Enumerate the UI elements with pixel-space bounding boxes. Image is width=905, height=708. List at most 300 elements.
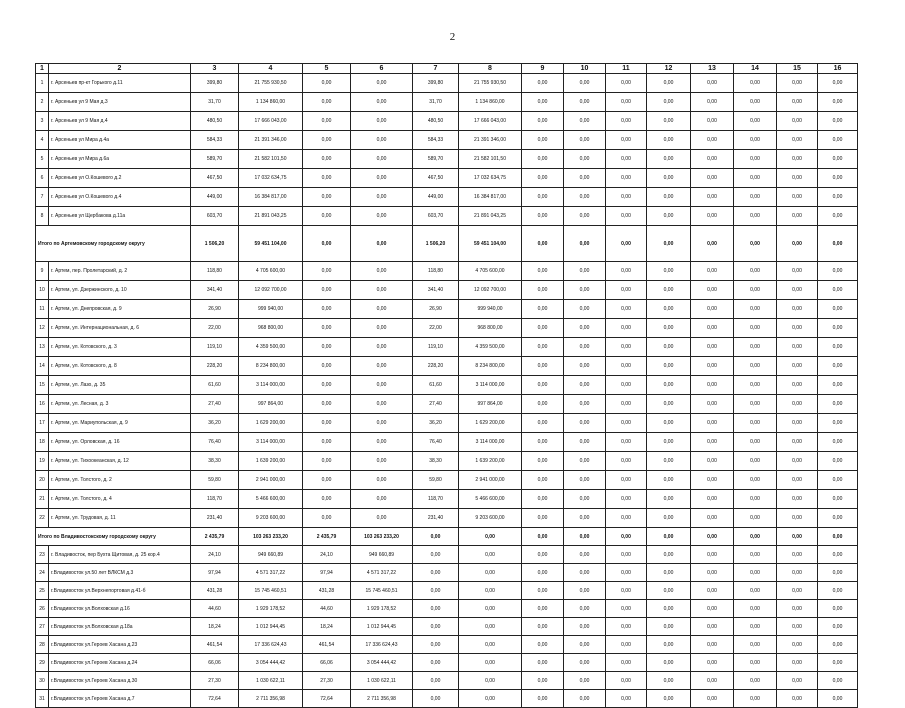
address-cell: г. Артем, ул. Котовского, д. 8 (49, 357, 191, 376)
table-row (36, 281, 858, 300)
value-cell: 0,00 (777, 618, 818, 636)
value-cell: 0,00 (303, 281, 351, 300)
table-row (36, 169, 858, 188)
value-cell: 0,00 (564, 414, 606, 433)
value-cell: 0,00 (459, 690, 522, 708)
value-cell: 0,00 (691, 582, 734, 600)
value-cell: 0,00 (351, 93, 413, 112)
value-cell: 9 203 600,00 (459, 509, 522, 528)
value-cell: 0,00 (606, 564, 647, 582)
row-number-cell: 18 (36, 433, 49, 452)
table-row (36, 490, 858, 509)
value-cell: 0,00 (351, 150, 413, 169)
value-cell: 0,00 (459, 582, 522, 600)
value-cell: 0,00 (564, 262, 606, 281)
subtotal-label: Итого по Артемовскому городскому округу (36, 226, 191, 262)
address-cell: г. Артем, ул. Лазо, д. 35 (49, 376, 191, 395)
value-cell: 0,00 (734, 564, 777, 582)
address-cell: г. Арсеньев ул О.Кошевого д.4 (49, 188, 191, 207)
value-cell: 968 800,00 (239, 319, 303, 338)
value-cell: 26,90 (191, 300, 239, 319)
value-cell: 5 466 600,00 (239, 490, 303, 509)
table-row (36, 74, 858, 93)
value-cell: 0,00 (777, 690, 818, 708)
value-cell: 0,00 (647, 690, 691, 708)
row-number-cell: 23 (36, 546, 49, 564)
value-cell: 0,00 (734, 690, 777, 708)
value-cell: 26,90 (413, 300, 459, 319)
value-cell: 0,00 (564, 74, 606, 93)
value-cell: 59,80 (413, 471, 459, 490)
value-cell: 0,00 (647, 471, 691, 490)
value-cell: 0,00 (777, 636, 818, 654)
address-cell: г. Артем, ул. Толстого, д. 2 (49, 471, 191, 490)
value-cell: 0,00 (459, 636, 522, 654)
value-cell: 0,00 (734, 471, 777, 490)
value-cell: 16 384 817,00 (459, 188, 522, 207)
column-header: 6 (351, 64, 413, 74)
value-cell: 0,00 (351, 188, 413, 207)
value-cell: 480,50 (413, 112, 459, 131)
value-cell: 0,00 (413, 654, 459, 672)
value-cell: 31,70 (413, 93, 459, 112)
value-cell: 0,00 (734, 150, 777, 169)
table-row (36, 262, 858, 281)
subtotal-value: 0,00 (647, 226, 691, 262)
value-cell: 0,00 (734, 546, 777, 564)
table-row (36, 509, 858, 528)
value-cell: 0,00 (351, 169, 413, 188)
table-row (36, 452, 858, 471)
address-cell: г. Артем, ул. Тихоокеанская, д. 12 (49, 452, 191, 471)
value-cell: 0,00 (606, 546, 647, 564)
table-row (36, 188, 858, 207)
value-cell: 603,70 (413, 207, 459, 226)
value-cell: 9 203 600,00 (239, 509, 303, 528)
value-cell: 12 092 700,00 (239, 281, 303, 300)
value-cell: 0,00 (777, 131, 818, 150)
value-cell: 0,00 (647, 582, 691, 600)
value-cell: 589,70 (191, 150, 239, 169)
address-cell: г. Артем, ул. Днепровская, д. 9 (49, 300, 191, 319)
value-cell: 0,00 (522, 452, 564, 471)
value-cell: 0,00 (691, 262, 734, 281)
value-cell: 0,00 (351, 131, 413, 150)
value-cell: 589,70 (413, 150, 459, 169)
address-cell: г.Владивосток ул.50 лет ВЛКСМ д.3 (49, 564, 191, 582)
value-cell: 0,00 (691, 319, 734, 338)
value-cell: 0,00 (351, 281, 413, 300)
value-cell: 0,00 (818, 207, 858, 226)
subtotal-value: 0,00 (691, 528, 734, 546)
column-header: 11 (606, 64, 647, 74)
value-cell: 0,00 (647, 338, 691, 357)
value-cell: 0,00 (459, 564, 522, 582)
value-cell: 0,00 (818, 169, 858, 188)
value-cell: 61,60 (413, 376, 459, 395)
column-header: 1 (36, 64, 49, 74)
value-cell: 0,00 (522, 262, 564, 281)
column-header: 15 (777, 64, 818, 74)
table-row (36, 618, 858, 636)
value-cell: 1 030 622,11 (239, 672, 303, 690)
value-cell: 0,00 (647, 672, 691, 690)
table-row (36, 636, 858, 654)
value-cell: 0,00 (647, 618, 691, 636)
value-cell: 0,00 (818, 490, 858, 509)
table-row (36, 654, 858, 672)
subtotal-value: 0,00 (818, 528, 858, 546)
value-cell: 0,00 (564, 672, 606, 690)
value-cell: 0,00 (522, 281, 564, 300)
value-cell: 0,00 (459, 618, 522, 636)
value-cell: 0,00 (564, 357, 606, 376)
value-cell: 17 336 624,43 (351, 636, 413, 654)
table-row (36, 93, 858, 112)
value-cell: 4 359 500,00 (239, 338, 303, 357)
value-cell: 0,00 (647, 376, 691, 395)
value-cell: 0,00 (351, 433, 413, 452)
value-cell: 399,80 (191, 74, 239, 93)
value-cell: 0,00 (303, 93, 351, 112)
value-cell: 0,00 (606, 169, 647, 188)
value-cell: 0,00 (522, 188, 564, 207)
row-number-cell: 24 (36, 564, 49, 582)
address-cell: г. Артем, ул. Интернациональная, д. 6 (49, 319, 191, 338)
value-cell: 0,00 (351, 376, 413, 395)
value-cell: 0,00 (777, 74, 818, 93)
value-cell: 0,00 (691, 131, 734, 150)
value-cell: 0,00 (522, 509, 564, 528)
table-row (36, 300, 858, 319)
value-cell: 0,00 (522, 690, 564, 708)
row-number-cell: 19 (36, 452, 49, 471)
value-cell: 0,00 (303, 262, 351, 281)
value-cell: 0,00 (413, 618, 459, 636)
value-cell: 8 234 800,00 (239, 357, 303, 376)
column-header: 2 (49, 64, 191, 74)
value-cell: 0,00 (522, 636, 564, 654)
value-cell: 0,00 (691, 300, 734, 319)
value-cell: 0,00 (522, 357, 564, 376)
subtotal-value: 59 451 104,00 (459, 226, 522, 262)
value-cell: 0,00 (606, 112, 647, 131)
value-cell: 0,00 (606, 376, 647, 395)
address-cell: г. Артем, ул. Толстого, д. 4 (49, 490, 191, 509)
value-cell: 0,00 (818, 672, 858, 690)
subtotal-row (36, 226, 858, 262)
value-cell: 0,00 (691, 112, 734, 131)
value-cell: 0,00 (734, 636, 777, 654)
value-cell: 0,00 (777, 672, 818, 690)
value-cell: 21 582 101,50 (459, 150, 522, 169)
table-row (36, 376, 858, 395)
value-cell: 0,00 (734, 600, 777, 618)
value-cell: 76,40 (413, 433, 459, 452)
value-cell: 1 134 860,00 (459, 93, 522, 112)
value-cell: 0,00 (777, 471, 818, 490)
table-body (36, 64, 858, 708)
value-cell: 0,00 (351, 452, 413, 471)
value-cell: 2 711 356,98 (239, 690, 303, 708)
value-cell: 0,00 (691, 414, 734, 433)
value-cell: 21 891 043,25 (459, 207, 522, 226)
value-cell: 0,00 (606, 395, 647, 414)
value-cell: 0,00 (522, 395, 564, 414)
value-cell: 3 114 000,00 (459, 433, 522, 452)
value-cell: 0,00 (647, 654, 691, 672)
value-cell: 21 755 930,50 (239, 74, 303, 93)
value-cell: 0,00 (777, 490, 818, 509)
value-cell: 12 092 700,00 (459, 281, 522, 300)
row-number-cell: 5 (36, 150, 49, 169)
value-cell: 0,00 (647, 262, 691, 281)
value-cell: 0,00 (777, 357, 818, 376)
value-cell: 0,00 (691, 357, 734, 376)
value-cell: 0,00 (351, 207, 413, 226)
value-cell: 0,00 (647, 150, 691, 169)
value-cell: 0,00 (303, 74, 351, 93)
value-cell: 0,00 (303, 188, 351, 207)
value-cell: 0,00 (413, 690, 459, 708)
value-cell: 231,40 (413, 509, 459, 528)
value-cell: 0,00 (564, 452, 606, 471)
value-cell: 0,00 (734, 672, 777, 690)
value-cell: 449,00 (413, 188, 459, 207)
subtotal-value: 0,00 (818, 226, 858, 262)
value-cell: 38,30 (191, 452, 239, 471)
value-cell: 0,00 (606, 452, 647, 471)
value-cell: 0,00 (564, 600, 606, 618)
value-cell: 0,00 (606, 300, 647, 319)
value-cell: 2 941 000,00 (239, 471, 303, 490)
table-row (36, 600, 858, 618)
value-cell: 0,00 (647, 600, 691, 618)
value-cell: 0,00 (777, 654, 818, 672)
value-cell: 5 466 600,00 (459, 490, 522, 509)
value-cell: 0,00 (351, 490, 413, 509)
value-cell: 0,00 (606, 93, 647, 112)
value-cell: 0,00 (522, 150, 564, 169)
value-cell: 0,00 (647, 564, 691, 582)
value-cell: 0,00 (351, 74, 413, 93)
value-cell: 0,00 (777, 150, 818, 169)
value-cell: 0,00 (734, 509, 777, 528)
value-cell: 949 660,89 (239, 546, 303, 564)
value-cell: 0,00 (777, 600, 818, 618)
value-cell: 0,00 (777, 395, 818, 414)
value-cell: 0,00 (777, 509, 818, 528)
value-cell: 0,00 (818, 452, 858, 471)
row-number-cell: 10 (36, 281, 49, 300)
value-cell: 0,00 (734, 414, 777, 433)
row-number-cell: 8 (36, 207, 49, 226)
value-cell: 0,00 (351, 509, 413, 528)
value-cell: 1 929 178,52 (239, 600, 303, 618)
value-cell: 0,00 (522, 376, 564, 395)
row-number-cell: 25 (36, 582, 49, 600)
value-cell: 0,00 (777, 207, 818, 226)
value-cell: 0,00 (647, 93, 691, 112)
table-row (36, 207, 858, 226)
value-cell: 0,00 (818, 74, 858, 93)
value-cell: 0,00 (647, 546, 691, 564)
subtotal-value: 0,00 (564, 528, 606, 546)
value-cell: 21 755 930,50 (459, 74, 522, 93)
value-cell: 0,00 (777, 546, 818, 564)
value-cell: 0,00 (606, 357, 647, 376)
value-cell: 0,00 (818, 654, 858, 672)
address-cell: г.Владивосток ул.Героев Хасана д.24 (49, 654, 191, 672)
address-cell: г.Владивосток ул.Волховская д.18а (49, 618, 191, 636)
value-cell: 999 940,00 (459, 300, 522, 319)
value-cell: 118,70 (191, 490, 239, 509)
value-cell: 461,54 (303, 636, 351, 654)
row-number-cell: 11 (36, 300, 49, 319)
value-cell: 0,00 (522, 300, 564, 319)
address-cell: г. Арсеньев ул 9 Мая д.3 (49, 93, 191, 112)
column-header: 12 (647, 64, 691, 74)
value-cell: 0,00 (522, 546, 564, 564)
address-cell: г.Владивосток ул.Героев Хасана д.7 (49, 690, 191, 708)
value-cell: 0,00 (734, 490, 777, 509)
housing-repair-table (35, 63, 858, 708)
value-cell: 0,00 (303, 300, 351, 319)
table-row (36, 690, 858, 708)
address-cell: г. Артем, ул. Орловская, д. 16 (49, 433, 191, 452)
value-cell: 0,00 (818, 636, 858, 654)
value-cell: 119,10 (191, 338, 239, 357)
value-cell: 997 864,00 (239, 395, 303, 414)
address-cell: г.Владивосток ул.Волховская д.16 (49, 600, 191, 618)
column-header: 13 (691, 64, 734, 74)
value-cell: 0,00 (734, 74, 777, 93)
row-number-cell: 4 (36, 131, 49, 150)
table-row (36, 414, 858, 433)
value-cell: 0,00 (647, 490, 691, 509)
value-cell: 0,00 (691, 471, 734, 490)
value-cell: 0,00 (303, 169, 351, 188)
value-cell: 0,00 (734, 654, 777, 672)
value-cell: 27,30 (303, 672, 351, 690)
column-header: 14 (734, 64, 777, 74)
value-cell: 0,00 (522, 169, 564, 188)
subtotal-value: 0,00 (777, 226, 818, 262)
value-cell: 3 114 000,00 (239, 433, 303, 452)
value-cell: 0,00 (818, 319, 858, 338)
value-cell: 0,00 (777, 338, 818, 357)
value-cell: 0,00 (734, 452, 777, 471)
subtotal-value: 0,00 (564, 226, 606, 262)
table-row (36, 112, 858, 131)
value-cell: 21 582 101,50 (239, 150, 303, 169)
value-cell: 0,00 (691, 452, 734, 471)
subtotal-value: 103 263 233,20 (351, 528, 413, 546)
value-cell: 0,00 (606, 690, 647, 708)
row-number-cell: 21 (36, 490, 49, 509)
column-header: 7 (413, 64, 459, 74)
value-cell: 1 929 178,52 (351, 600, 413, 618)
column-header: 10 (564, 64, 606, 74)
value-cell: 0,00 (522, 338, 564, 357)
value-cell: 0,00 (818, 618, 858, 636)
value-cell: 0,00 (818, 300, 858, 319)
value-cell: 0,00 (734, 395, 777, 414)
value-cell: 0,00 (647, 112, 691, 131)
value-cell: 0,00 (564, 509, 606, 528)
value-cell: 0,00 (564, 131, 606, 150)
value-cell: 0,00 (459, 654, 522, 672)
subtotal-value: 0,00 (522, 226, 564, 262)
subtotal-value: 0,00 (413, 528, 459, 546)
value-cell: 0,00 (691, 150, 734, 169)
value-cell: 76,40 (191, 433, 239, 452)
value-cell: 0,00 (606, 471, 647, 490)
row-number-cell: 14 (36, 357, 49, 376)
value-cell: 0,00 (564, 433, 606, 452)
value-cell: 0,00 (691, 433, 734, 452)
row-number-cell: 26 (36, 600, 49, 618)
value-cell: 0,00 (606, 618, 647, 636)
subtotal-value: 59 451 104,00 (239, 226, 303, 262)
value-cell: 119,10 (413, 338, 459, 357)
value-cell: 0,00 (647, 74, 691, 93)
value-cell: 118,80 (191, 262, 239, 281)
value-cell: 0,00 (777, 188, 818, 207)
value-cell: 0,00 (818, 281, 858, 300)
value-cell: 0,00 (777, 376, 818, 395)
value-cell: 1 639 200,00 (239, 452, 303, 471)
value-cell: 0,00 (351, 414, 413, 433)
value-cell: 61,60 (191, 376, 239, 395)
value-cell: 0,00 (647, 207, 691, 226)
value-cell: 0,00 (413, 600, 459, 618)
value-cell: 0,00 (564, 582, 606, 600)
table-row (36, 564, 858, 582)
value-cell: 0,00 (734, 582, 777, 600)
value-cell: 0,00 (647, 414, 691, 433)
value-cell: 3 114 000,00 (239, 376, 303, 395)
value-cell: 0,00 (606, 262, 647, 281)
value-cell: 0,00 (413, 546, 459, 564)
value-cell: 0,00 (564, 112, 606, 131)
value-cell: 0,00 (351, 471, 413, 490)
value-cell: 0,00 (818, 564, 858, 582)
subtotal-value: 0,00 (777, 528, 818, 546)
value-cell: 18,24 (303, 618, 351, 636)
value-cell: 0,00 (303, 338, 351, 357)
value-cell: 0,00 (606, 74, 647, 93)
value-cell: 0,00 (351, 319, 413, 338)
value-cell: 0,00 (303, 433, 351, 452)
value-cell: 949 660,89 (351, 546, 413, 564)
value-cell: 0,00 (734, 281, 777, 300)
row-number-cell: 9 (36, 262, 49, 281)
value-cell: 0,00 (734, 169, 777, 188)
row-number-cell: 27 (36, 618, 49, 636)
address-cell: г. Арсеньев ул Мира д.4а (49, 131, 191, 150)
address-cell: г.Владивосток ул.Верхнепортовая д.41-б (49, 582, 191, 600)
value-cell: 4 571 317,22 (351, 564, 413, 582)
subtotal-value: 0,00 (351, 226, 413, 262)
value-cell: 59,80 (191, 471, 239, 490)
column-header-row (36, 64, 858, 74)
subtotal-value: 0,00 (522, 528, 564, 546)
value-cell: 0,00 (606, 131, 647, 150)
value-cell: 0,00 (303, 509, 351, 528)
value-cell: 0,00 (564, 207, 606, 226)
value-cell: 0,00 (303, 319, 351, 338)
